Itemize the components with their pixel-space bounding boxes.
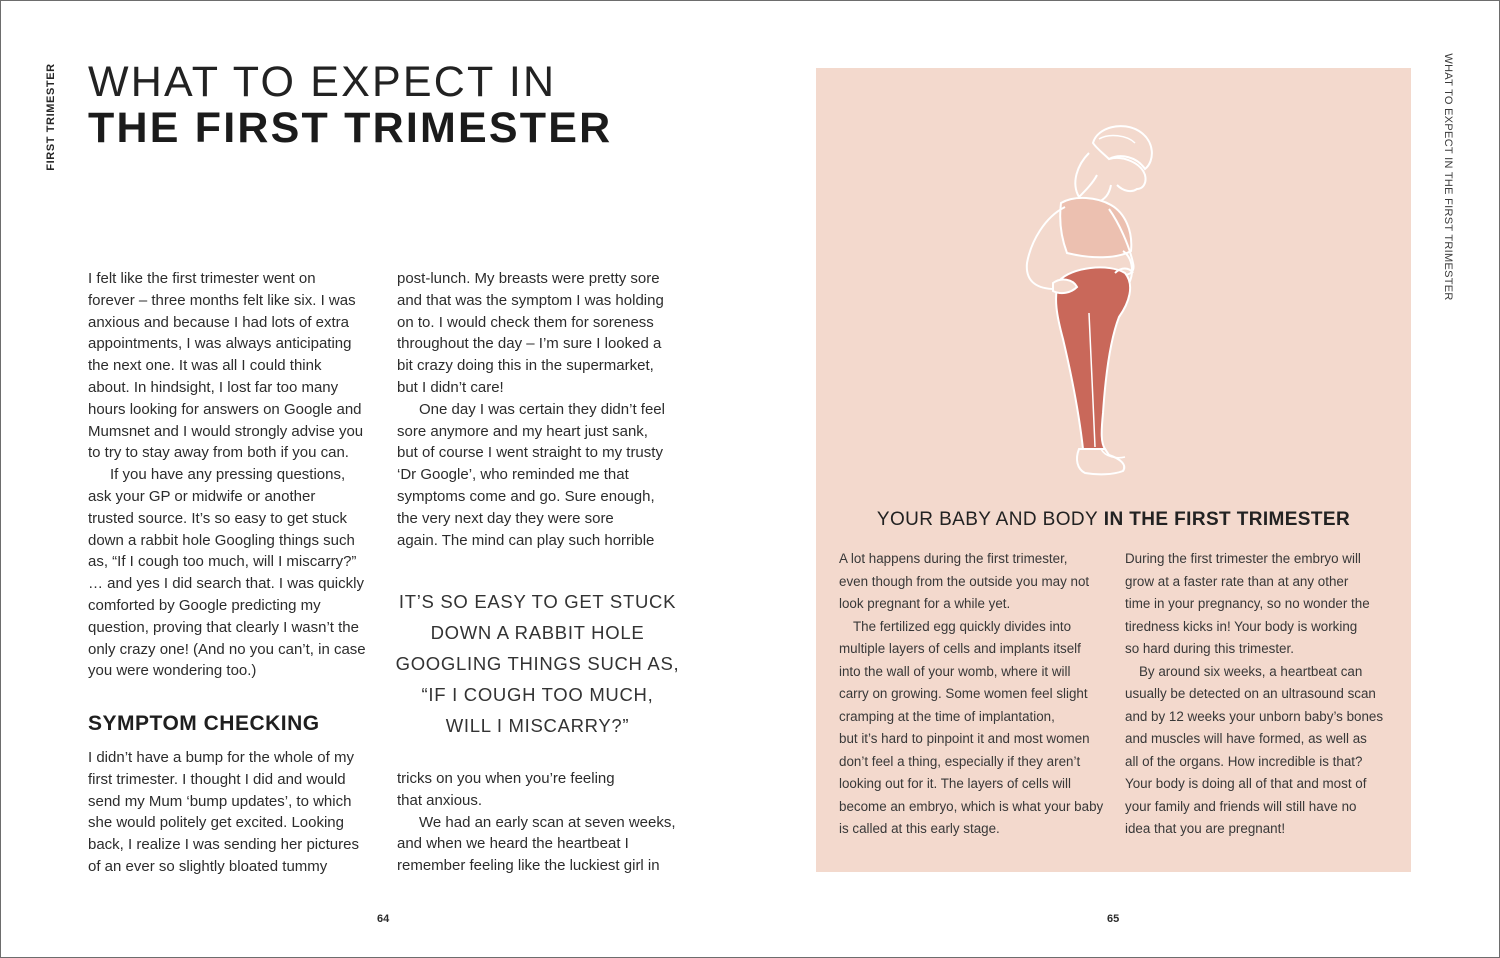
text-line: as, “If I cough too much, will I miscarry?” [88,553,357,571]
section-subheading: SYMPTOM CHECKING [88,712,320,735]
text-line: appointments, I was always anticipating [88,335,352,353]
pregnant-woman-illustration [1005,113,1185,485]
text-line: cramping at the time of implantation, [839,708,1055,724]
text-line: time in your pregnancy, so no wonder the [1125,596,1370,611]
text-line: I didn’t have a bump for the whole of my [88,749,354,766]
text-line: A lot happens during the first trimester, [839,551,1068,566]
body-column-3 [88,747,378,878]
text-line: Mumsnet and I would strongly advise you [88,422,364,440]
text-line: If you have any pressing questions, [110,466,346,484]
text-line: multiple layers of cells and implants itself [839,641,1081,656]
text-line: Your body is doing all of that and most of [1125,776,1367,791]
body-column-4 [397,768,682,877]
text-line: idea that you are pregnant! [1125,821,1286,836]
text-line: only crazy one! (And no you can’t, in case [88,640,366,658]
body-column-2 [397,268,682,551]
text-line: and muscles will have formed, as well as [1125,731,1367,746]
text-line: is called at this early stage. [839,821,1000,836]
text-line: first trimester. I thought I did and would [88,770,346,788]
page-title-line1: WHAT TO EXPECT IN [88,58,557,106]
text-line: grow at a faster rate than at any other [1125,573,1349,589]
text-line: remember feeling like the luckiest girl in [397,857,660,875]
text-line: looking out for it. The layers of cells will [839,776,1071,791]
section-side-label [44,63,58,171]
text-line: and that was the symptom I was holding [397,291,664,309]
pull-quote-line: IT’S SO EASY TO GET STUCK [398,591,677,612]
text-line: question, proving that clearly I wasn’t the [88,618,359,636]
text-line: carry on growing. Some women feel slight [839,686,1088,701]
text-line: look pregnant for a while yet. [839,596,1011,611]
text-line: and when we heard the heartbeat I [397,835,629,853]
text-line: During the first trimester the embryo will [1125,551,1361,566]
text-line: all of the organs. How incredible is that? [1125,753,1363,769]
text-line: The fertilized egg quickly divides into [853,618,1072,634]
panel-title [816,509,1411,531]
text-line: your family and friends will still have no [1125,798,1357,814]
page-number-left: 64 [377,913,390,925]
text-line: … and yes I did search that. I was quickly [88,575,364,593]
text-line: but I didn’t care! [397,378,504,396]
running-head-side-label-text: WHAT TO EXPECT IN THE FIRST TRIMESTER [1442,53,1454,301]
text-line: tricks on you when you’re feeling [397,770,615,787]
running-head-side-label [1441,53,1455,301]
panel-title-bold: IN THE FIRST TRIMESTER [1103,509,1351,530]
text-line: about. In hindsight, I lost far too many [88,378,339,396]
pull-quote-line: “IF I COUGH TOO MUCH, [421,684,654,705]
text-line: send my Mum ‘bump updates’, to which [88,792,352,810]
text-line: forever – three months felt like six. I was [88,291,356,309]
page-number-right: 65 [1107,913,1120,925]
text-line: One day I was certain they didn’t feel [419,400,665,418]
text-line: even though from the outside you may not [839,573,1090,589]
text-line: usually be detected on an ultrasound scan [1125,686,1376,701]
text-line: tiredness kicks in! Your body is working [1125,618,1358,634]
text-line: down a rabbit hole Googling things such [88,531,355,549]
text-line: bit crazy doing this in the supermarket, [397,357,654,375]
pull-quote [395,586,680,741]
panel-title-light: YOUR BABY AND BODY [876,509,1099,530]
text-line: into the wall of your womb, where it will [839,663,1071,679]
text-line: hours looking for answers on Google and [88,400,362,418]
text-line: I felt like the first trimester went on [88,270,316,287]
pull-quote-line: WILL I MISCARRY?” [445,715,630,736]
text-line: post-lunch. My breasts were pretty sore [397,270,660,287]
text-line: back, I realize I was sending her pictures [88,836,359,854]
text-line: We had an early scan at seven weeks, [419,813,676,831]
text-line: to try to stay away from both if you can. [88,444,349,462]
text-line: the very next day they were sore [397,509,614,527]
text-line: ‘Dr Google’, who reminded me that [397,466,629,484]
text-line: of an ever so slightly bloated tummy [88,857,328,875]
text-line: you were wondering too.) [88,662,257,680]
text-line: throughout the day – I’m sure I looked a [397,335,662,353]
section-side-label-text: FIRST TRIMESTER [45,63,57,171]
text-line: symptoms come and go. Sure enough, [397,487,655,505]
text-line: so hard during this trimester. [1125,641,1294,656]
text-line: become an embryo, which is what your baby [839,798,1104,814]
text-line: and by 12 weeks your unborn baby’s bones [1125,708,1384,724]
text-line: but it’s hard to pinpoint it and most women [839,731,1090,746]
text-line: again. The mind can play such horrible [397,531,655,549]
text-line: on to. I would check them for soreness [397,313,654,331]
text-line: comforted by Google predicting my [88,596,321,614]
text-line: the next one. It was all I could think [88,357,322,375]
text-line: sore anymore and my heart just sank, [397,422,648,440]
text-line: trusted source. It’s so easy to get stuck [88,509,348,527]
pull-quote-line: GOOGLING THINGS SUCH AS, [395,653,680,674]
pull-quote-line: DOWN A RABBIT HOLE [430,622,645,643]
text-line: ask your GP or midwife or another [88,487,316,505]
body-column-1 [88,268,378,682]
text-line: don’t feel a thing, especially if they aren’t [839,753,1081,769]
text-line: anxious and because I had lots of extra [88,313,350,331]
text-line: but of course I went straight to my trusty [397,444,663,462]
panel-column-1 [839,548,1114,841]
panel-column-2 [1125,548,1397,841]
text-line: that anxious. [397,791,483,809]
text-line: By around six weeks, a heartbeat can [1139,663,1363,679]
page-title-line2: THE FIRST TRIMESTER [88,104,613,152]
text-line: she would politely get excited. Looking [88,814,344,832]
